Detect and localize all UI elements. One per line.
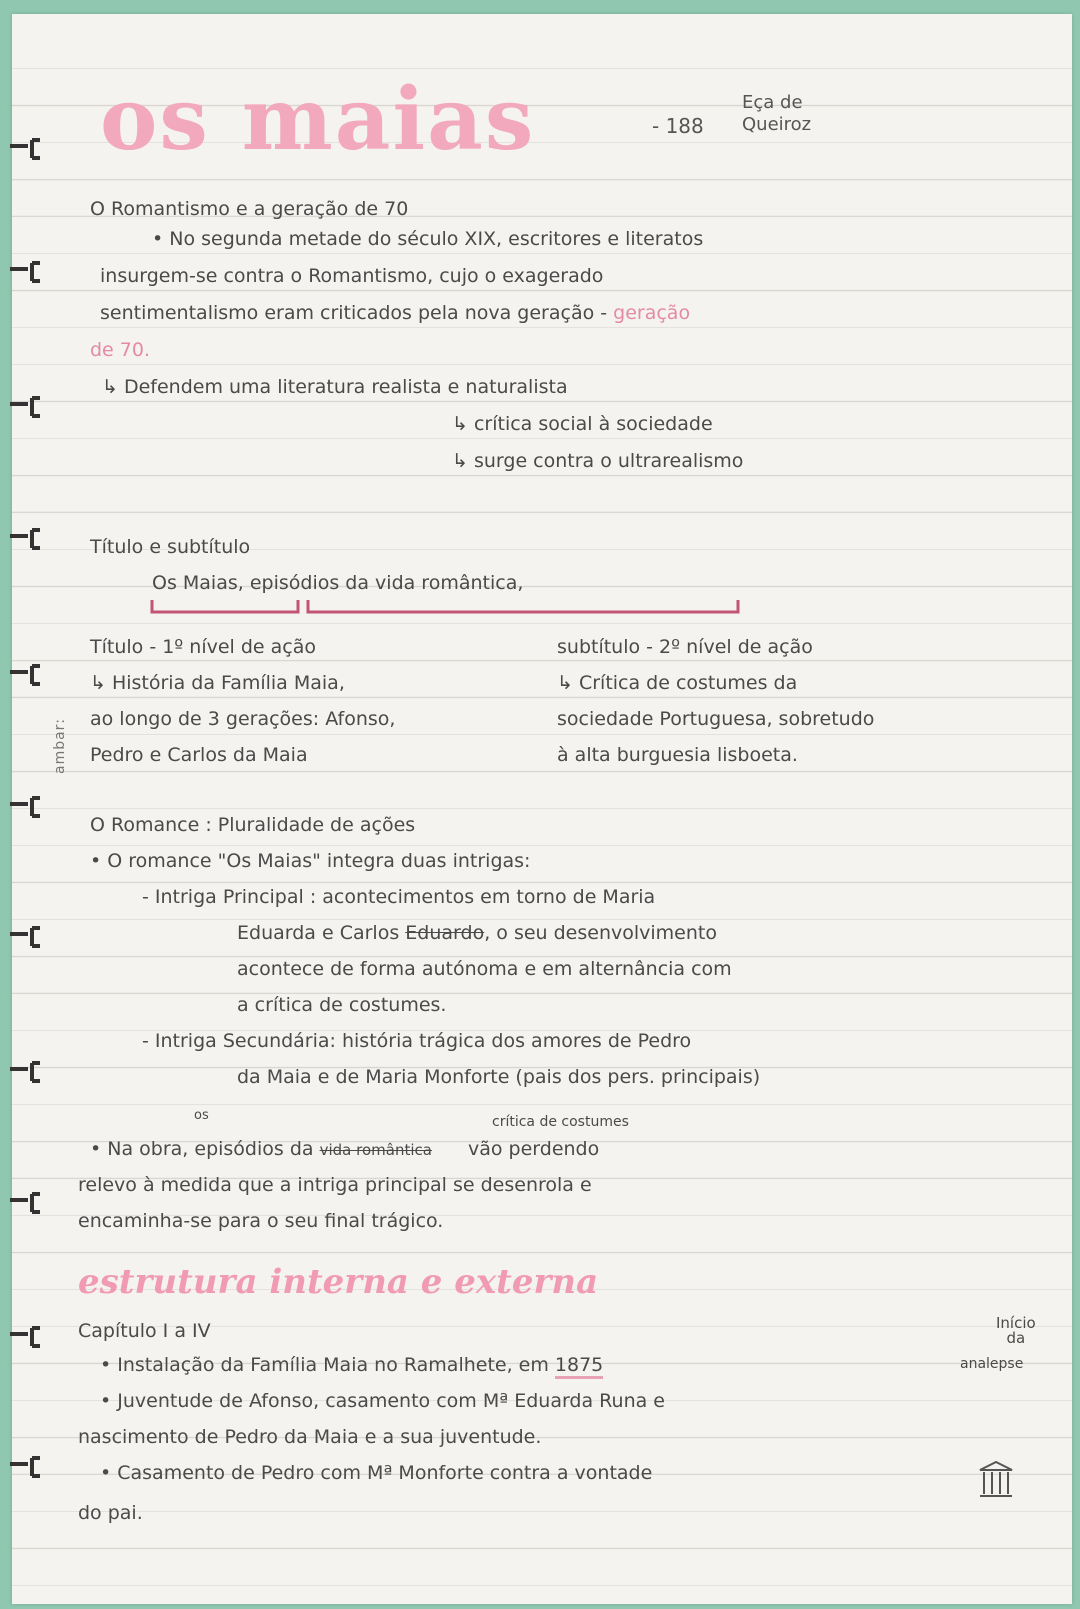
margin-note-line: da — [1006, 1329, 1026, 1347]
page-title: os maias — [100, 69, 536, 170]
struck-text: Eduardo — [405, 922, 485, 944]
columns-doodle-icon — [976, 1460, 1016, 1502]
text-line: ↳ crítica social à sociedade — [452, 413, 713, 435]
text-line: subtítulo - 2º nível de ação — [557, 636, 813, 658]
text-line — [90, 1138, 599, 1160]
text-line: da Maia e de Maria Monforte (pais dos pers. principais) — [237, 1066, 761, 1088]
binding-ring-icon — [8, 136, 42, 162]
binding-ring-icon — [8, 1454, 42, 1480]
margin-note — [996, 1316, 1036, 1346]
text-line: • Juventude de Afonso, casamento com Mª Eduarda Runa e — [100, 1390, 665, 1412]
text-line: • No segunda metade do século XIX, escritores e literatos — [152, 228, 704, 250]
text-line: ↳ Defendem uma literatura realista e naturalista — [102, 376, 568, 398]
text-line: insurgem-se contra o Romantismo, cujo o exagerado — [100, 265, 604, 287]
binding-ring-icon — [8, 1059, 42, 1085]
text-line — [100, 1354, 603, 1376]
section-heading-romantismo: O Romantismo e a geração de 70 — [90, 198, 409, 220]
binding-ring-icon — [8, 394, 42, 420]
underline-bracket-icon — [148, 598, 748, 618]
binding-ring-icon — [8, 924, 42, 950]
text-line: do pai. — [78, 1502, 143, 1524]
text-line: ↳ História da Família Maia, — [90, 672, 345, 694]
text-segment: episódios da — [194, 1138, 314, 1160]
title-text: Os Maias, — [152, 572, 244, 594]
text-line: Título - 1º nível de ação — [90, 636, 317, 658]
title-subtitle-line — [152, 572, 523, 594]
text-line: nascimento de Pedro da Maia e a sua juventude. — [78, 1426, 542, 1448]
binding-ring-icon — [8, 662, 42, 688]
year-text: 1875 — [555, 1354, 603, 1379]
text-segment: • Na obra, — [90, 1138, 189, 1160]
text-line: ↳ Crítica de costumes da — [557, 672, 798, 694]
binding-ring-icon — [8, 1324, 42, 1350]
text-line: a crítica de costumes. — [237, 994, 447, 1016]
author-line1: Eça de — [742, 92, 803, 113]
text-segment: , o seu desenvolvimento — [484, 922, 717, 944]
author-line2: Queiroz — [742, 114, 812, 135]
binding-ring-icon — [8, 526, 42, 552]
section-heading-romance: O Romance : Pluralidade de ações — [90, 814, 416, 836]
binding-ring-icon — [8, 259, 42, 285]
text-line: à alta burguesia lisboeta. — [557, 744, 798, 766]
side-label: ambar: — [52, 718, 68, 774]
text-line: - Intriga Secundária: história trágica dos amores de Pedro — [142, 1030, 692, 1052]
text-line: • Casamento de Pedro com Mª Monforte contra a vontade — [100, 1462, 653, 1484]
year-note: - 188 — [652, 114, 704, 138]
text-line — [237, 922, 717, 944]
text-line: - Intriga Principal : acontecimentos em torno de Maria — [142, 886, 656, 908]
margin-note-line: analepse — [960, 1356, 1024, 1372]
struck-text: vida romântica — [319, 1141, 432, 1159]
text-line: Pedro e Carlos da Maia — [90, 744, 308, 766]
section-heading-estrutura: estrutura interna e externa — [78, 1262, 599, 1302]
text-line: de 70. — [90, 339, 151, 361]
author-note — [742, 92, 811, 136]
notebook-page — [12, 14, 1072, 1604]
text-segment: vão perdendo — [467, 1138, 600, 1160]
text-line — [100, 302, 690, 324]
insertion-note: os — [194, 1108, 209, 1123]
text-segment: Eduarda e Carlos — [237, 922, 400, 944]
text-line: sociedade Portuguesa, sobretudo — [557, 708, 875, 730]
highlight-text: geração — [613, 302, 691, 324]
insertion-note: crítica de costumes — [492, 1114, 629, 1130]
text-line: ↳ surge contra o ultrarealismo — [452, 450, 744, 472]
margin-note-line: Início — [996, 1314, 1036, 1332]
text-line: encaminha-se para o seu final trágico. — [78, 1210, 444, 1232]
binding-ring-icon — [8, 794, 42, 820]
text-line: • O romance "Os Maias" integra duas intrigas: — [90, 850, 531, 872]
text-segment: sentimentalismo eram criticados pela nova geração - — [100, 302, 608, 324]
text-segment: • Instalação da Família Maia no Ramalhete, em — [100, 1354, 549, 1376]
spiral-binding — [0, 14, 58, 1604]
subtitle-text: episódios da vida romântica, — [249, 572, 524, 594]
chapter-label: Capítulo I a IV — [78, 1320, 211, 1342]
binding-ring-icon — [8, 1190, 42, 1216]
text-line: acontece de forma autónoma e em alternância com — [237, 958, 732, 980]
text-line: relevo à medida que a intriga principal se desenrola e — [78, 1174, 592, 1196]
text-line: ao longo de 3 gerações: Afonso, — [90, 708, 396, 730]
section-heading-titulo: Título e subtítulo — [90, 536, 251, 558]
